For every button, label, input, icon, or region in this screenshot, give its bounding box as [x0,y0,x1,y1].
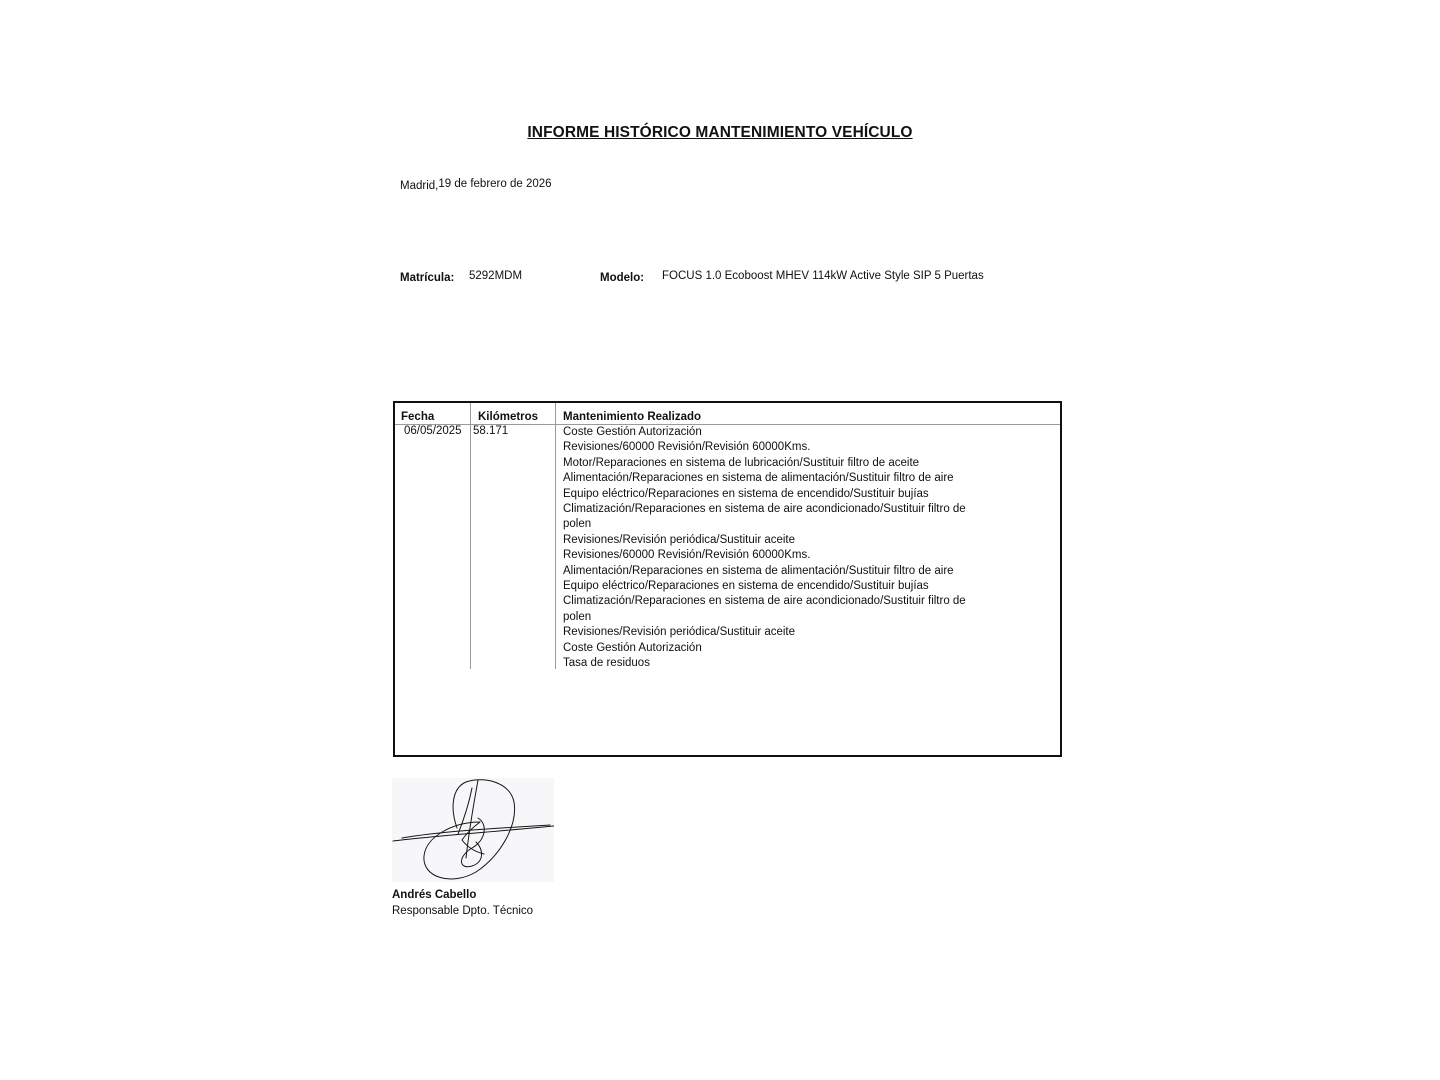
maintenance-table [393,401,1062,757]
place-and-date [400,178,552,190]
maintenance-items-list [563,425,983,672]
signatory-name: Andrés Cabello [392,889,477,901]
header-date: Fecha [401,411,435,423]
maintenance-item: Alimentación/Reparaciones en sistema de alimentación/Sustituir filtro de aire [563,472,954,485]
maintenance-item: Revisiones/Revisión periódica/Sustituir aceite [563,626,796,639]
model-value: FOCUS 1.0 Ecoboost MHEV 114kW Active Style SIP 5 Puertas [662,270,984,282]
row-date: 06/05/2025 [404,425,462,437]
signature-image [392,778,554,882]
maintenance-item: Climatización/Reparaciones en sistema de aire acondicionado/Sustituir filtro de polen [563,503,966,531]
maintenance-item: Coste Gestión Autorización [563,641,702,654]
report-date: 19 de febrero de 2026 [438,178,552,190]
maintenance-item: Climatización/Reparaciones en sistema de aire acondicionado/Sustituir filtro de polen [563,595,966,623]
column-divider-date [470,403,471,669]
model-label: Modelo: [600,272,645,284]
plate-value: 5292MDM [469,270,523,282]
header-km: Kilómetros [478,411,539,423]
maintenance-item: Alimentación/Reparaciones en sistema de alimentación/Sustituir filtro de aire [563,564,954,577]
maintenance-item: Tasa de residuos [563,657,650,670]
maintenance-item: Equipo eléctrico/Reparaciones en sistema de encendido/Sustituir bujías [563,580,929,593]
maintenance-item: Revisiones/60000 Revisión/Revisión 60000Kms. [563,441,811,454]
maintenance-item: Revisiones/60000 Revisión/Revisión 60000Kms. [563,549,811,562]
maintenance-item: Revisiones/Revisión periódica/Sustituir aceite [563,533,796,546]
column-divider-km [555,403,556,669]
maintenance-item: Coste Gestión Autorización [563,426,702,438]
signatory-role: Responsable Dpto. Técnico [392,905,534,917]
header-maintenance: Mantenimiento Realizado [563,411,702,423]
report-title: INFORME HISTÓRICO MANTENIMIENTO VEHÍCULO [527,124,913,141]
report-city: Madrid, [400,180,439,192]
maintenance-item: Motor/Reparaciones en sistema de lubricación/Sustituir filtro de aceite [563,456,920,469]
plate-label: Matrícula: [400,272,455,284]
row-km: 58.171 [473,425,509,437]
maintenance-item: Equipo eléctrico/Reparaciones en sistema de encendido/Sustituir bujías [563,487,929,500]
